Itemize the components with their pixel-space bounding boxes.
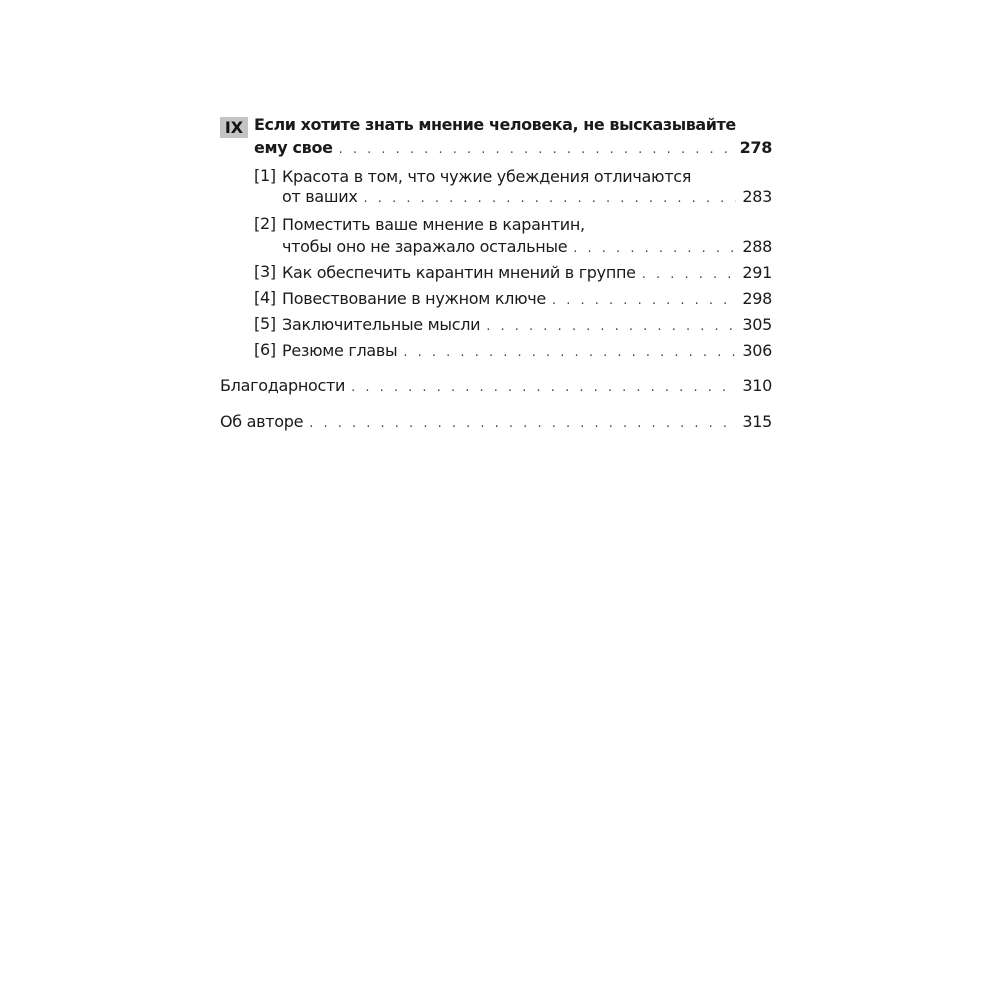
section-title-line-1: Красота в том, что чужие убеждения отличаются: [282, 167, 692, 186]
section-page-number: 283: [742, 187, 772, 206]
section-title: Заключительные мысли: [282, 315, 481, 334]
dot-leader: [552, 290, 736, 312]
entry-page-number: 315: [742, 412, 772, 431]
section-line: [282, 340, 772, 362]
section-page-number: 288: [742, 237, 772, 256]
entry-page-number: 310: [742, 376, 772, 395]
section-title-line-2: [282, 186, 772, 208]
section-title-continuation: чтобы оно не заражало остальные: [282, 237, 568, 256]
entry-title: Об авторе: [220, 412, 304, 431]
chapter-heading: [220, 112, 772, 138]
section-index: [2]: [254, 214, 276, 233]
dot-leader: [642, 264, 737, 286]
section-page-number: 291: [742, 263, 772, 282]
section-title-line-1: Поместить ваше мнение в карантин,: [282, 215, 585, 234]
toc-entry-section-1: [254, 166, 772, 208]
section-index: [6]: [254, 340, 276, 359]
section-title-continuation: от ваших: [282, 187, 358, 206]
table-of-contents: [220, 112, 772, 436]
section-index: [4]: [254, 288, 276, 307]
dot-leader: [403, 342, 736, 364]
section-page-number: 305: [742, 315, 772, 334]
dot-leader: [339, 142, 734, 157]
toc-entry-acknowledgements: [220, 376, 772, 400]
section-index: [5]: [254, 314, 276, 333]
toc-entry-section-5: [254, 314, 772, 336]
section-title: Резюме главы: [282, 341, 398, 360]
section-line: [282, 288, 772, 310]
section-page-number: 298: [742, 289, 772, 308]
section-line: [282, 314, 772, 336]
toc-entry-about-author: [220, 412, 772, 436]
chapter-title-continuation: ему свое: [254, 138, 333, 157]
chapter-title-line-2: [254, 138, 772, 162]
section-index: [1]: [254, 166, 276, 185]
entry-title: Благодарности: [220, 376, 346, 395]
section-title: Как обеспечить карантин мнений в группе: [282, 263, 636, 282]
dot-leader: [309, 416, 736, 431]
dot-leader: [573, 238, 736, 260]
dot-leader: [364, 188, 737, 210]
section-title: Повествование в нужном ключе: [282, 289, 546, 308]
chapter-title-line-1: Если хотите знать мнение человека, не высказывайте: [254, 115, 736, 134]
chapter-page-number: 278: [739, 138, 772, 157]
section-title-line-2: [282, 236, 772, 258]
section-index: [3]: [254, 262, 276, 281]
toc-entry-section-4: [254, 288, 772, 310]
toc-entry-section-2: [254, 214, 772, 258]
toc-entry-section-3: [254, 262, 772, 284]
section-line: [282, 262, 772, 284]
toc-entry-section-6: [254, 340, 772, 362]
dot-leader: [351, 380, 736, 395]
section-page-number: 306: [742, 341, 772, 360]
chapter-number-badge: IX: [220, 117, 248, 138]
dot-leader: [486, 316, 736, 338]
